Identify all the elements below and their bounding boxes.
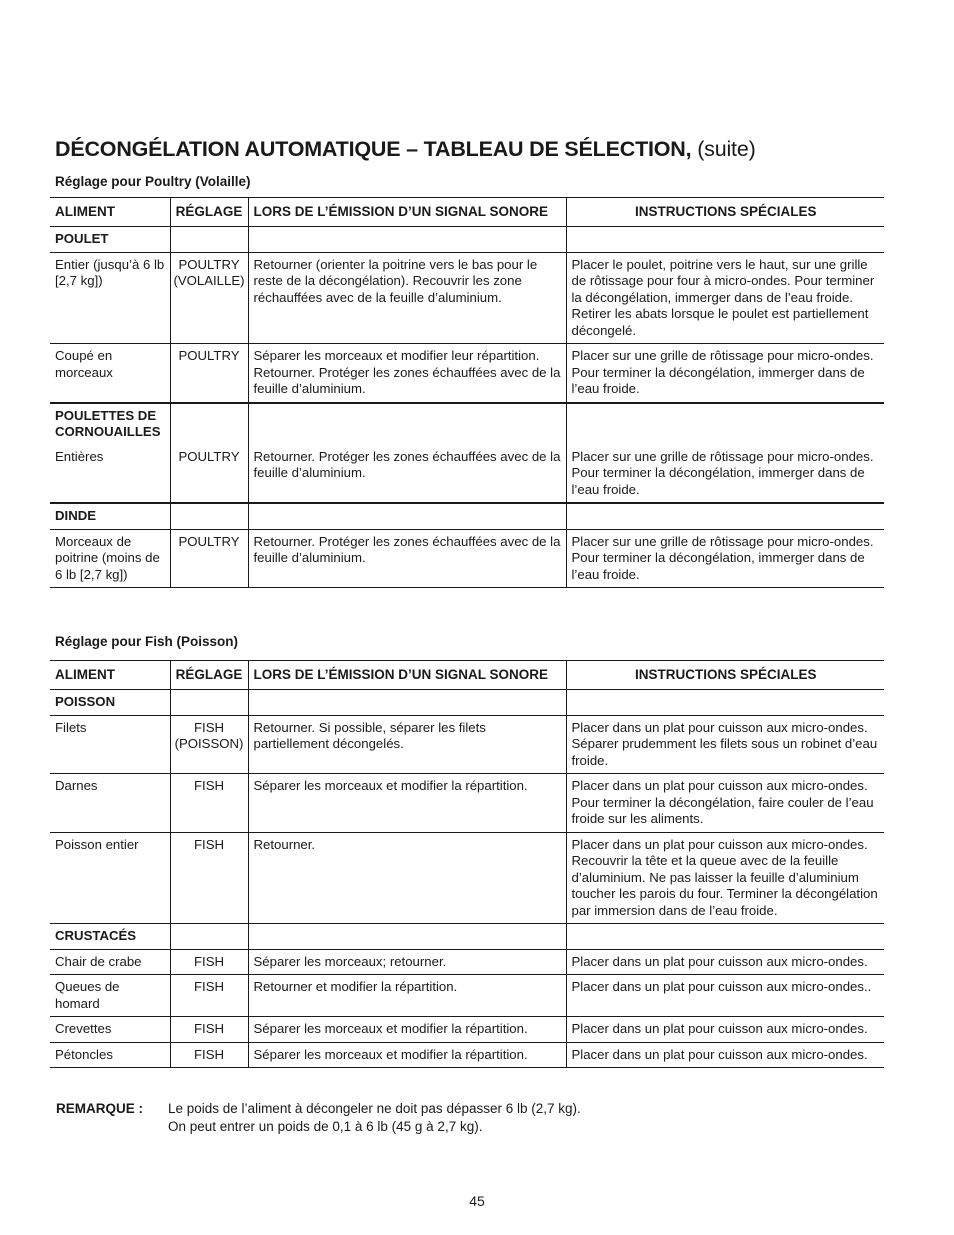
table-row: [50, 832, 884, 924]
remark-line: On peut entrer un poids de 0,1 à 6 lb (45 g à 2,7 kg).: [168, 1119, 483, 1134]
table-row: [50, 774, 884, 833]
cell-instructions: Placer le poulet, poitrine vers le haut, sur une grille de rôtissage pour four à micro-ondes. Pour terminer la décongélation, immerger dans de l’eau froide. Retirer les abats lorsque le poulet est partiellement décongelé.: [566, 252, 884, 344]
cell-instructions: Placer sur une grille de rôtissage pour micro-ondes. Pour terminer la décongélation, immerger dans de l’eau froide.: [566, 445, 884, 504]
cell-instructions: Placer sur une grille de rôtissage pour micro-ondes. Pour terminer la décongélation, immerger dans de l’eau froide.: [566, 529, 884, 588]
cell-aliment: Entières: [55, 448, 104, 464]
category-row: [50, 503, 884, 529]
table-header-row: [50, 661, 884, 690]
cell-signal: Retourner. Protéger les zones échauffées avec de la feuille d’aluminium.: [248, 445, 566, 504]
poultry-table: [50, 197, 884, 588]
cell-instructions: Placer dans un plat pour cuisson aux micro-ondes.: [566, 949, 884, 975]
header-aliment: ALIMENT: [55, 666, 115, 682]
cell-reglage: FISH: [170, 975, 248, 1017]
cell-reglage: FISH: [170, 832, 248, 924]
header-reglage: RÉGLAGE: [170, 198, 248, 227]
cell-instructions: Placer sur une grille de rôtissage pour micro-ondes. Pour terminer la décongélation, immerger dans de l’eau froide.: [566, 344, 884, 403]
category-label: POULETTES DE CORNOUAILLES: [55, 407, 161, 439]
remark-label: REMARQUE :: [56, 1101, 143, 1116]
fish-table: [50, 660, 884, 1068]
cell-aliment: Pétoncles: [55, 1046, 113, 1062]
cell-reglage: FISH: [170, 774, 248, 833]
cell-signal: Retourner et modifier la répartition.: [248, 975, 566, 1017]
cell-signal: Séparer les morceaux et modifier la répartition.: [248, 1042, 566, 1068]
cell-signal: Séparer les morceaux et modifier la répartition.: [248, 1017, 566, 1043]
category-row: [50, 924, 884, 950]
cell-aliment: Entier (jusqu’à 6 lb [2,7 kg]): [55, 256, 165, 288]
cell-signal: Séparer les morceaux et modifier leur répartition. Retourner. Protéger les zones échauffées avec de la feuille d’aluminium.: [248, 344, 566, 403]
table-row: [50, 252, 884, 344]
cell-aliment: Darnes: [55, 778, 98, 793]
cell-aliment: Coupé en morceaux: [55, 348, 113, 380]
cell-reglage: POULTRY (VOLAILLE): [170, 252, 248, 344]
category-row: [50, 690, 884, 716]
cell-instructions: Placer dans un plat pour cuisson aux micro-ondes..: [566, 975, 884, 1017]
cell-reglage: FISH: [170, 1042, 248, 1068]
cell-aliment: Crevettes: [55, 1021, 112, 1036]
header-reglage: RÉGLAGE: [170, 661, 248, 690]
category-row: [50, 403, 884, 445]
cell-aliment: Morceaux de poitrine (moins de 6 lb [2,7 kg]): [55, 533, 160, 582]
category-label: POISSON: [55, 694, 116, 709]
title-main: DÉCONGÉLATION AUTOMATIQUE – TABLEAU DE SÉLECTION,: [55, 137, 692, 161]
cell-reglage: FISH: [170, 949, 248, 975]
cell-signal: Séparer les morceaux; retourner.: [248, 949, 566, 975]
page-number: 45: [469, 1193, 485, 1209]
cell-instructions: Placer dans un plat pour cuisson aux micro-ondes.: [566, 1042, 884, 1068]
poultry-section-heading: Réglage pour Poultry (Volaille): [55, 174, 251, 189]
category-row: [50, 227, 884, 253]
fish-section-heading: Réglage pour Fish (Poisson): [55, 634, 239, 649]
category-label: CRUSTACÉS: [55, 928, 137, 943]
title-suffix: (suite): [697, 137, 756, 161]
cell-signal: Retourner. Si possible, séparer les filets partiellement décongelés.: [248, 715, 566, 774]
cell-aliment: Poisson entier: [55, 836, 139, 852]
header-aliment: ALIMENT: [55, 203, 115, 219]
cell-instructions: Placer dans un plat pour cuisson aux micro-ondes. Pour terminer la décongélation, faire couler de l’eau froide sur les aliments.: [566, 774, 884, 833]
table-row: [50, 1017, 884, 1043]
cell-reglage: POULTRY: [170, 344, 248, 403]
cell-aliment: Filets: [55, 719, 87, 735]
table-header-row: [50, 198, 884, 227]
cell-instructions: Placer dans un plat pour cuisson aux micro-ondes. Séparer prudemment les filets sous un robinet d’eau froide.: [566, 715, 884, 774]
header-signal: LORS DE L’ÉMISSION D’UN SIGNAL SONORE: [248, 661, 566, 690]
remark-line: Le poids de l’aliment à décongeler ne doit pas dépasser 6 lb (2,7 kg).: [168, 1101, 581, 1116]
header-instructions: INSTRUCTIONS SPÉCIALES: [566, 198, 884, 227]
cell-signal: Retourner (orienter la poitrine vers le bas pour le reste de la décongélation). Recouvrir les zone réchauffées avec de la feuille d’aluminium.: [248, 252, 566, 344]
cell-instructions: Placer dans un plat pour cuisson aux micro-ondes. Recouvrir la tête et la queue avec de la feuille d’aluminium. Ne pas laisser la feuille d’aluminium toucher les parois du four. Terminer la décongélation par immersion dans de l’eau froide.: [566, 832, 884, 924]
category-label: POULET: [55, 231, 109, 246]
header-instructions: INSTRUCTIONS SPÉCIALES: [566, 661, 884, 690]
table-row: [50, 529, 884, 588]
cell-signal: Retourner. Protéger les zones échauffées avec de la feuille d’aluminium.: [248, 529, 566, 588]
cell-reglage: FISH: [170, 1017, 248, 1043]
table-row: [50, 344, 884, 403]
remark-text: [168, 1100, 728, 1136]
table-row: [50, 445, 884, 504]
table-row: [50, 949, 884, 975]
cell-reglage: POULTRY: [170, 529, 248, 588]
header-signal: LORS DE L’ÉMISSION D’UN SIGNAL SONORE: [248, 198, 566, 227]
table-row: [50, 975, 884, 1017]
table-row: [50, 1042, 884, 1068]
cell-signal: Séparer les morceaux et modifier la répartition.: [248, 774, 566, 833]
category-label: DINDE: [55, 508, 97, 523]
cell-aliment: Queues de homard: [55, 979, 120, 1011]
cell-signal: Retourner.: [248, 832, 566, 924]
page-title: [55, 134, 756, 164]
cell-aliment: Chair de crabe: [55, 953, 142, 969]
cell-reglage: POULTRY: [170, 445, 248, 504]
table-row: [50, 715, 884, 774]
cell-reglage: FISH (POISSON): [170, 715, 248, 774]
cell-instructions: Placer dans un plat pour cuisson aux micro-ondes.: [566, 1017, 884, 1043]
